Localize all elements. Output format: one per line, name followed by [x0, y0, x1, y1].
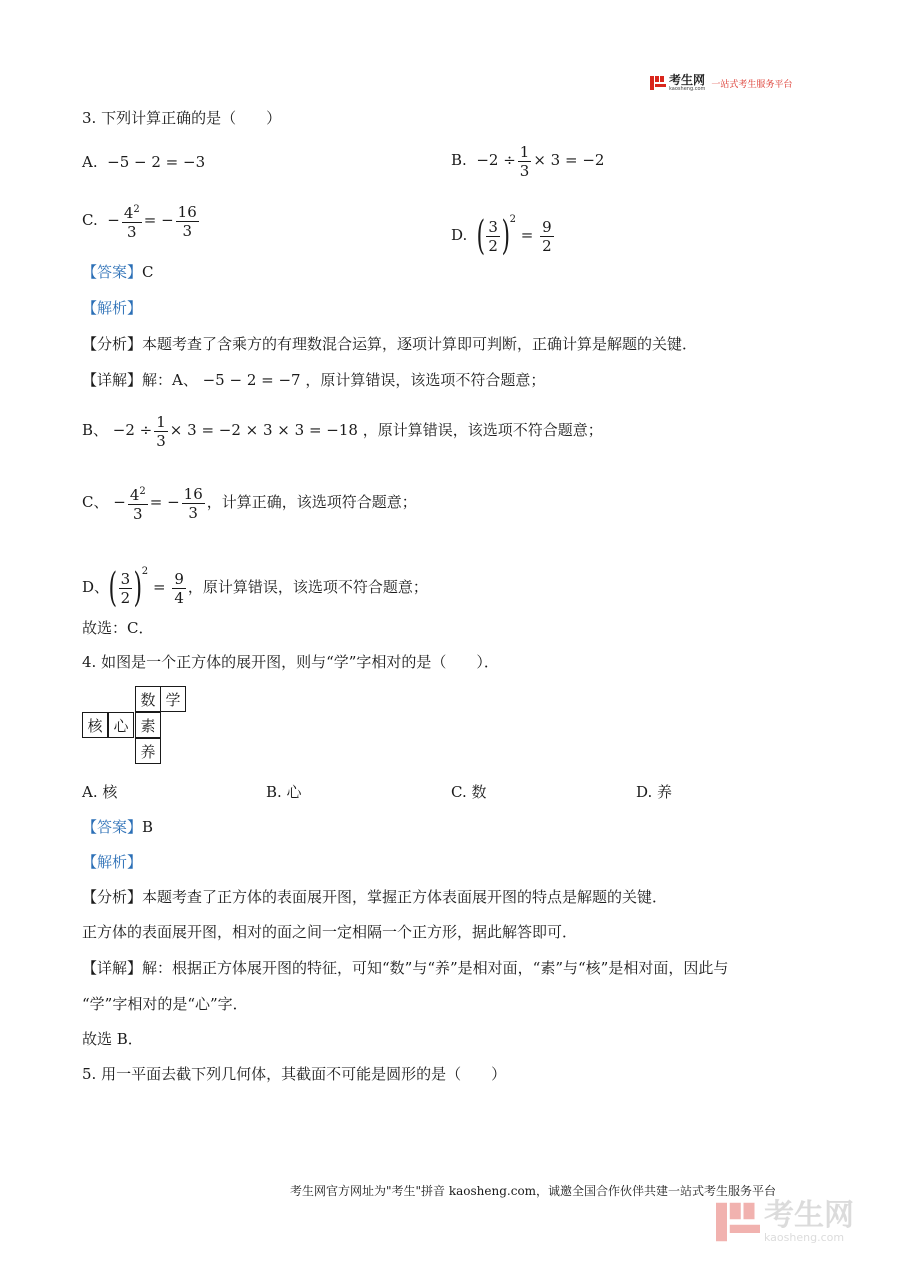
q4-fenxi: 【分析】本题考查了正方体的表面展开图，掌握正方体表面展开图的特点是解题的关键． — [82, 888, 668, 906]
q4-analysis-tag: 【解析】 — [82, 853, 143, 871]
q4-option-b: B. 心 — [266, 783, 302, 801]
q4-detail-1: 【详解】解：根据正方体展开图的特征，可知“数”与“养”是相对面，“素”与“核”是相对面，因此与 — [82, 959, 729, 977]
net-cell-su: 素 — [135, 712, 161, 738]
net-cell-xin: 心 — [108, 712, 134, 738]
q3-conclusion: 故选：C． — [82, 619, 154, 637]
q4-option-a: A. 核 — [82, 783, 118, 801]
q4-stem: 4. 如图是一个正方体的展开图，则与“学”字相对的是（ ）． — [82, 653, 499, 671]
header-slogan: 一站式考生服务平台 — [711, 79, 793, 90]
footer-text: 考生网官方网址为"考生"拼音 kaosheng.com，诚邀全国合作伙伴共建一站式考生服务平台 — [290, 1184, 777, 1198]
q3-answer: 【答案】C — [82, 263, 154, 281]
net-cell-yang: 养 — [135, 738, 161, 764]
net-cell-xue: 学 — [160, 686, 186, 712]
kaosheng-watermark-icon — [716, 1200, 760, 1244]
cube-net-figure — [82, 686, 192, 768]
kaosheng-logo-icon — [650, 75, 666, 91]
footer-watermark — [716, 1200, 854, 1244]
net-cell-shu: 数 — [135, 686, 161, 712]
watermark-sub: kaosheng.com — [764, 1231, 845, 1244]
q3-analysis-tag: 【解析】 — [82, 299, 143, 317]
q4-line2: 正方体的表面展开图，相对的面之间一定相隔一个正方形，据此解答即可． — [82, 923, 578, 941]
q3-option-c: C. − $\frac{4^2}{3}$ = − $\frac{16}{3}$ — [82, 202, 197, 241]
header-brand-sub: kaosheng.com — [669, 86, 706, 92]
net-cell-he: 核 — [82, 712, 108, 738]
q3-fenxi: 【分析】本题考查了含乘方的有理数混合运算，逐项计算即可判断，正确计算是解题的关键． — [82, 335, 698, 353]
q4-option-c: C. 数 — [451, 783, 487, 801]
q3-option-a: A. −5 − 2 = −3 — [82, 153, 206, 171]
q3-option-d: D. ( $\frac{3}{2}$ )$^2$ = $\frac{9}{2}$ — [451, 213, 552, 259]
q4-conclusion: 故选 B． — [82, 1030, 143, 1048]
header-logo — [650, 74, 792, 92]
q3-option-b: B. −2 ÷ $\frac{1}{3}$ × 3 = −2 — [451, 142, 605, 180]
watermark-brand: 考生网 — [764, 1198, 854, 1233]
q5-stem: 5. 用一平面去截下列几何体，其截面不可能是圆形的是（ ） — [82, 1065, 507, 1083]
q4-detail-2: “学”字相对的是“心”字． — [82, 995, 248, 1013]
q3-detail-b: B、 −2 ÷ $\frac{1}{3}$ × 3 = −2 × 3 × 3 = −18 ，原计算错误，该选项不符合题意； — [82, 412, 603, 450]
q3-stem: 3. 下列计算正确的是（ ） — [82, 109, 282, 127]
q3-detail-a: 【详解】解：A、 −5 − 2 = −7 ，原计算错误，该选项不符合题意； — [82, 371, 546, 389]
q4-answer: 【答案】B — [82, 818, 154, 836]
q3-detail-c: C、 − $\frac{4^2}{3}$ = − $\frac{16}{3}$ ，计算正确，该选项符合题意； — [82, 484, 417, 523]
header-brand: 考生网 — [669, 73, 706, 87]
q4-option-d: D. 养 — [636, 783, 673, 801]
q3-detail-d: D、( $\frac{3}{2}$ )$^2$ = $\frac{9}{4}$ ，原计算错误，该选项不符合题意； — [82, 565, 428, 611]
